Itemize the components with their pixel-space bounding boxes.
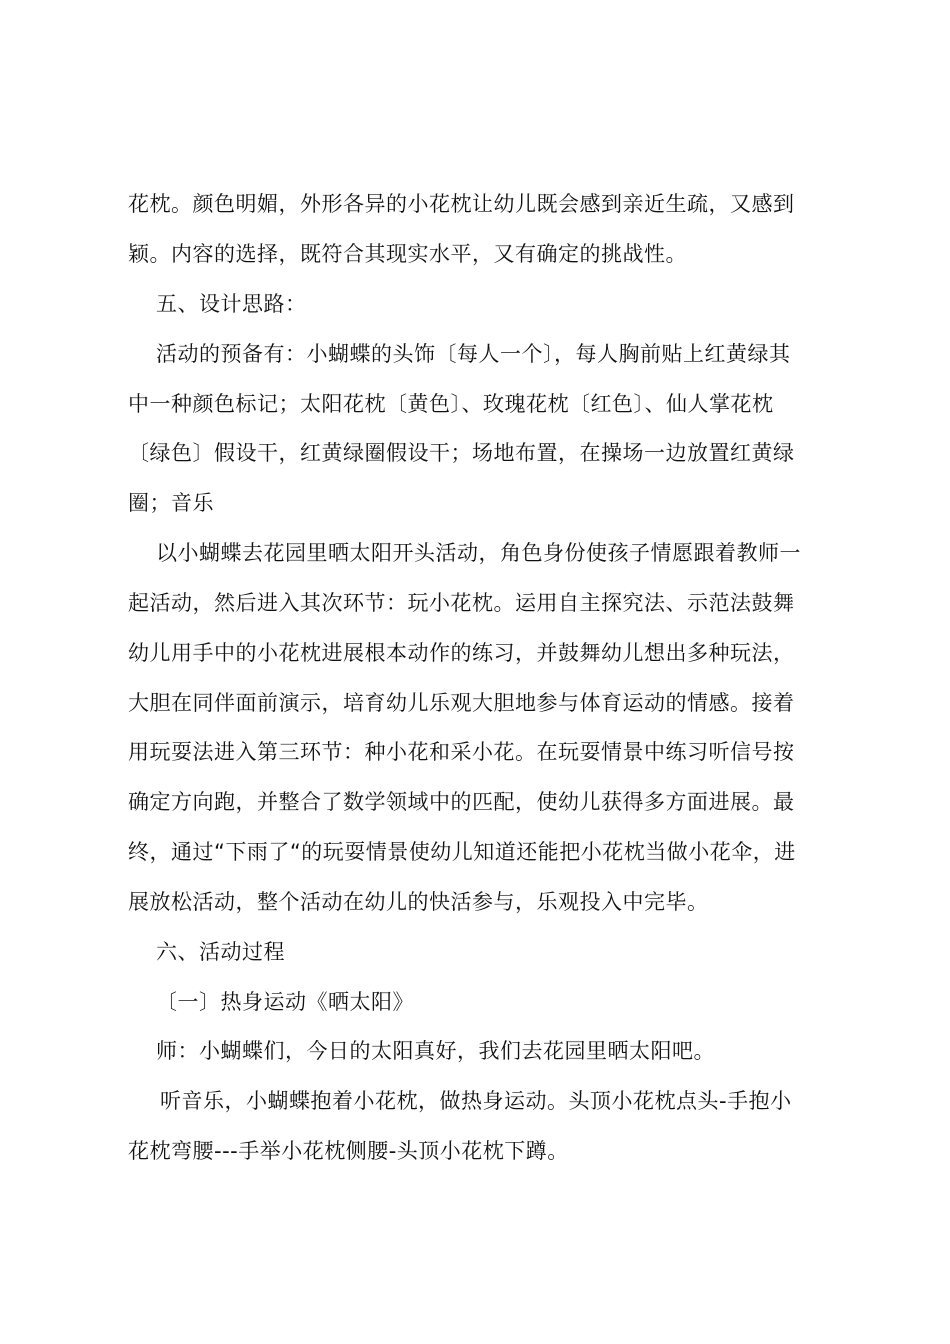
text-line: 起活动，然后进入其次环节：玩小花枕。运用自主探究法、示范法鼓舞 (128, 591, 795, 615)
text-line: 颖。内容的选择，既符合其现实水平，又有确定的挑战性。 (128, 242, 687, 266)
text-line: 活动的预备有：小蝴蝶的头饰〔每人一个〕，每人胸前贴上红黄绿其 (156, 342, 791, 366)
subsection-heading: 〔一〕热身运动《晒太阳》 (156, 990, 414, 1014)
text-line: 终，通过“下雨了“的玩耍情景使幼儿知道还能把小花枕当做小花伞，进 (128, 840, 796, 864)
text-line: 花枕弯腰---手举小花枕侧腰-头顶小花枕下蹲。 (128, 1139, 569, 1163)
text-line: 圈；音乐 (128, 491, 214, 515)
text-line: 确定方向跑，并整合了数学领域中的匹配，使幼儿获得多方面进展。最 (128, 790, 795, 814)
text-line: 幼儿用手中的小花枕进展根本动作的练习，并鼓舞幼儿想出多种玩法， (128, 641, 795, 665)
section-heading: 五、设计思路： (156, 292, 307, 316)
text-line: 以小蝴蝶去花园里晒太阳开头活动，角色身份使孩子情愿跟着教师一 (156, 541, 801, 565)
text-line: 师：小蝴蝶们，今日的太阳真好，我们去花园里晒太阳吧。 (156, 1039, 715, 1063)
text-line: 大胆在同伴面前演示，培育幼儿乐观大胆地参与体育运动的情感。接着 (128, 691, 795, 715)
text-line: 用玩耍法进入第三环节：种小花和采小花。在玩耍情景中练习听信号按 (128, 740, 795, 764)
text-line: 展放松活动，整个活动在幼儿的快活参与，乐观投入中完毕。 (128, 890, 709, 914)
text-line: 中一种颜色标记；太阳花枕〔黄色〕、玫瑰花枕〔红色〕、仙人掌花枕 (128, 392, 774, 416)
text-line: 听音乐，小蝴蝶抱着小花枕，做热身运动。头顶小花枕点头-手抱小 (160, 1089, 792, 1113)
text-line: 花枕。颜色明媚，外形各异的小花枕让幼儿既会感到亲近生疏，又感到 (128, 192, 795, 216)
section-heading: 六、活动过程 (156, 940, 285, 964)
text-line: 〔绿色〕假设干，红黄绿圈假设干；场地布置，在操场一边放置红黄绿 (128, 441, 795, 465)
